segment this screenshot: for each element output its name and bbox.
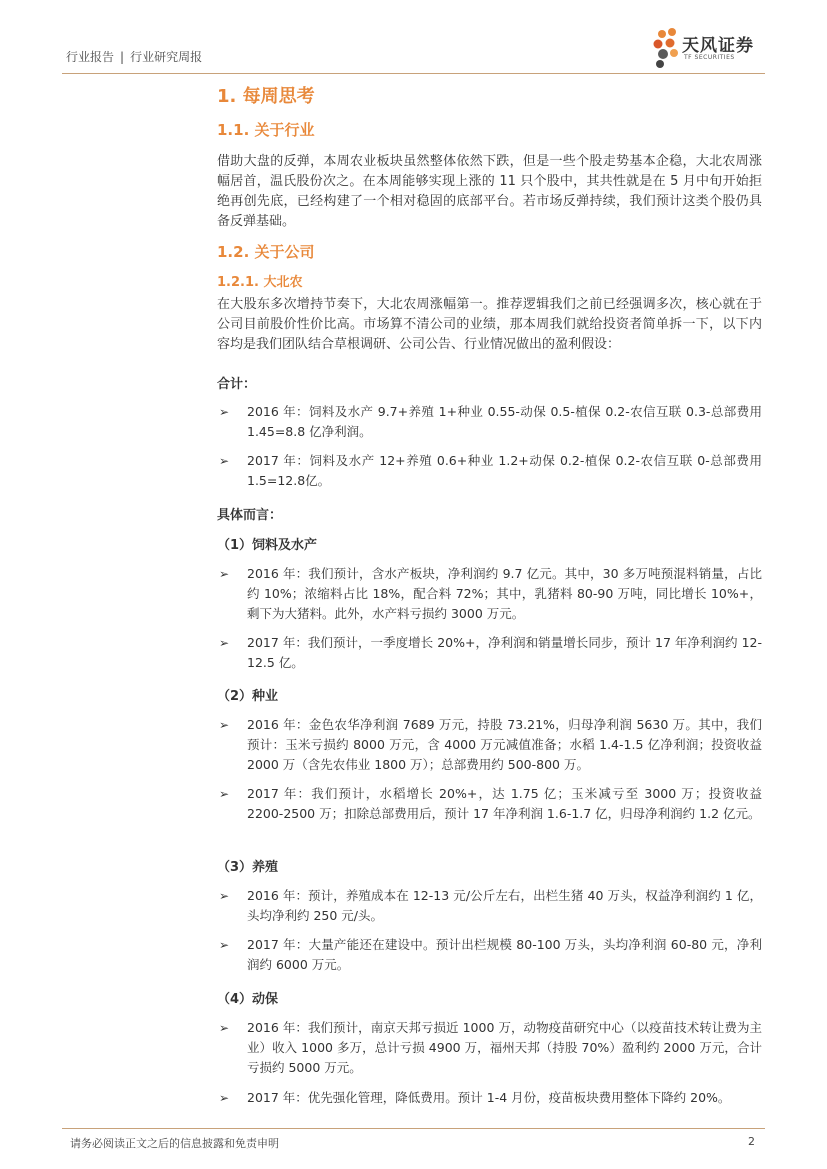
- arrow-bullet-icon: ➢: [219, 567, 230, 581]
- list-item: ➢ 2016 年：我们预计，含水产板块，净利润约 9.7 亿元。其中，30 多万吨预混料销量，占比约 10%；浓缩料占比 18%，配合料 72%；其中，乳猪料 80-90 万吨，同比增长 10%+，剩下为大猪料。此外，水产料亏损约 3000 万元。: [219, 566, 762, 621]
- header-divider: [62, 73, 765, 74]
- brand-name-en: TF SECURITIES: [684, 54, 735, 61]
- list-item: ➢ 2016 年：预计，养殖成本在 12-13 元/公斤左右，出栏生猪 40 万头，权益净利润约 1 亿，头均净利约 250 元/头。: [219, 888, 762, 923]
- list-item: ➢ 2016 年：金色农华净利润 7689 万元，持股 73.21%，归母净利润 5630 万。其中，我们预计：玉米亏损约 8000 万元，含 4000 万元减值准备；水稻 1.4-1.5 亿净利润；投资收益 2000 万（含先农伟业 1800 万）；总部费用约 500-800 万。: [219, 717, 762, 772]
- section-heading-1-2-1: 1.2.1. 大北农: [217, 275, 303, 290]
- list-item: ➢ 2017 年：大量产能还在建设中。预计出栏规模 80-100 万头，头均净利润 60-80 元，净利润约 6000 万元。: [219, 937, 762, 972]
- list-item: ➢ 2017 年：优先强化管理，降低费用。预计 1-4 月份，疫苗板块费用整体下降约 20%。: [217, 1088, 762, 1108]
- total-label: 合计：: [217, 377, 257, 392]
- arrow-bullet-icon: ➢: [219, 718, 230, 732]
- header-category-text: 行业报告: [66, 50, 115, 64]
- page-number: 2: [748, 1135, 755, 1148]
- segment-label-animal-health: （4）动保: [217, 992, 279, 1007]
- dabeinong-paragraph: 在大股东多次增持节奏下，大北农周涨幅第一。推荐逻辑我们之前已经强调多次，核心就在于公司目前股价性价比高。市场算不清公司的业绩，那本周我们就给投资者简单拆一下，以下内容均是我们团队结合草根调研、公司公告、行业情况做出的盈利假设：: [217, 297, 762, 352]
- header-category: [66, 48, 202, 65]
- arrow-bullet-icon: ➢: [219, 405, 230, 419]
- footer-disclaimer: 请务必阅读正文之后的信息披露和免责申明: [70, 1137, 279, 1150]
- arrow-bullet-icon: ➢: [219, 636, 230, 650]
- arrow-bullet-icon: ➢: [219, 1021, 230, 1035]
- list-item: ➢ 2017 年：我们预计，一季度增长 20%+，净利润和销量增长同步，预计 17 年净利润约 12-12.5 亿。: [219, 635, 762, 670]
- arrow-bullet-icon: ➢: [219, 787, 230, 801]
- section-heading-1-2: 1.2. 关于公司: [217, 243, 315, 261]
- section-heading-1: 1. 每周思考: [217, 86, 315, 107]
- list-item: ➢ 2016 年：我们预计，南京天邦亏损近 1000 万，动物疫苗研究中心（以疫苗技术转让费为主业）收入 1000 多万，总计亏损 4900 万，福州天邦（持股 70%）盈利约 2000 万元，合计亏损约 5000 万元。: [219, 1020, 762, 1075]
- arrow-bullet-icon: ➢: [219, 938, 230, 952]
- list-item: ➢ 2016 年：饲料及水产 9.7+养殖 1+种业 0.55-动保 0.5-植保 0.2-农信互联 0.3-总部费用 1.45=8.8 亿净利润。: [219, 404, 762, 439]
- industry-paragraph: 借助大盘的反弹，本周农业板块虽然整体依然下跌，但是一些个股走势基本企稳，大北农周涨幅居首，温氏股份次之。在本周能够实现上涨的 11 只个股中，其共性就是在 5 月中旬开始拒绝再创先底，已经构建了一个相对稳固的底部平台。若市场反弹持续，我们预计这类个股仍具备反弹基础。: [217, 154, 762, 229]
- detail-label: 具体而言：: [217, 508, 283, 523]
- section-heading-1-1: 1.1. 关于行业: [217, 121, 315, 139]
- list-item: ➢ 2017 年：我们预计，水稻增长 20%+，达 1.75 亿；玉米减亏至 3000 万；投资收益 2200-2500 万；扣除总部费用后，预计 17 年净利润 1.6-1.7 亿，归母净利润约 1.2 亿元。: [219, 786, 762, 821]
- brand-name: 天风证券: [682, 36, 754, 56]
- segment-label-breeding: （3）养殖: [217, 860, 279, 875]
- arrow-bullet-icon: ➢: [219, 454, 230, 468]
- segment-label-seed: （2）种业: [217, 689, 279, 704]
- arrow-bullet-icon: ➢: [219, 889, 230, 903]
- header-subcategory: 行业研究周报: [130, 50, 203, 64]
- segment-label-feed: （1）饲料及水产: [217, 538, 318, 553]
- arrow-bullet-icon: ➢: [219, 1091, 230, 1105]
- list-item: ➢ 2017 年：饲料及水产 12+养殖 0.6+种业 1.2+动保 0.2-植保 0.2-农信互联 0-总部费用 1.5=12.8亿。: [219, 453, 762, 488]
- header-separator: |: [120, 50, 125, 64]
- footer-divider: [62, 1128, 765, 1129]
